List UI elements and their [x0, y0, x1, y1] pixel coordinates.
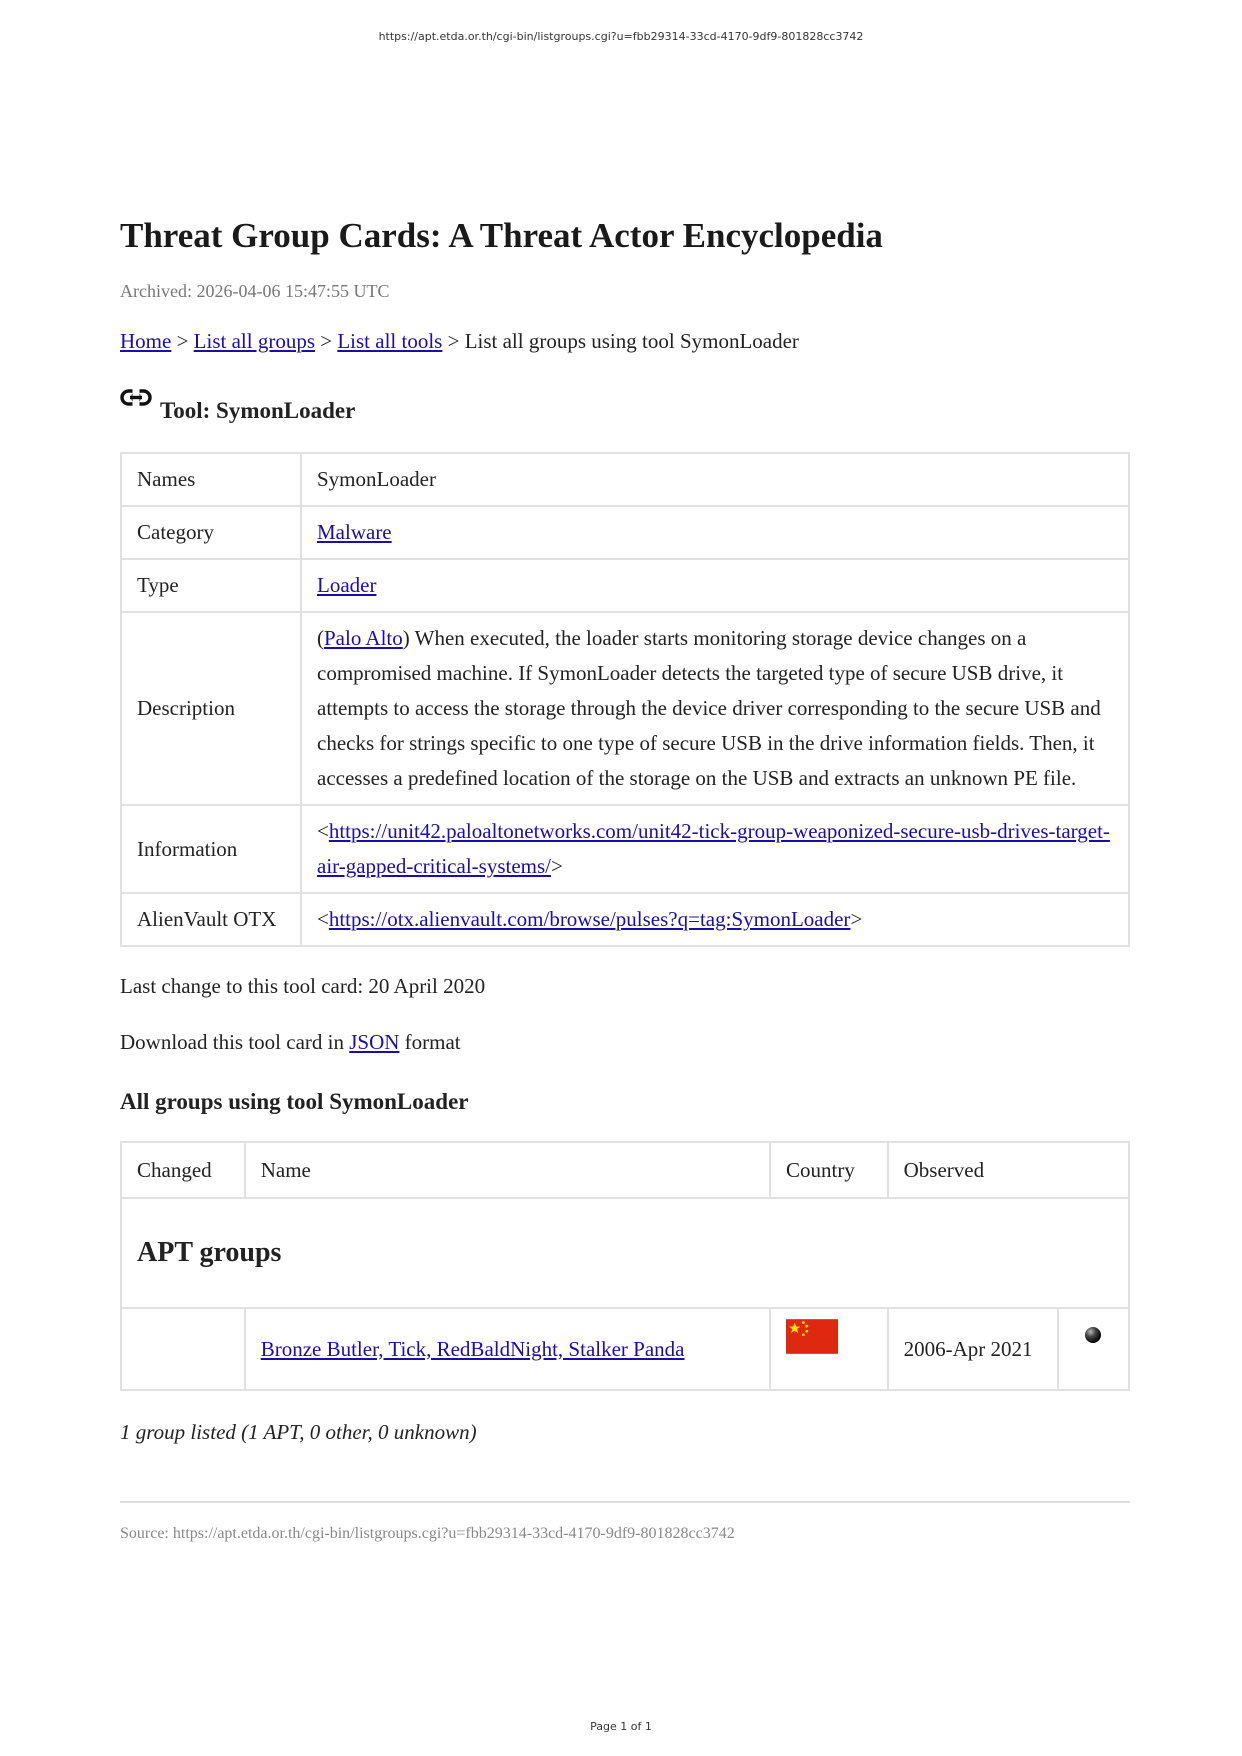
json-download-link[interactable]: JSON	[349, 1030, 400, 1054]
groups-table	[120, 1141, 1130, 1391]
tool-type-cell	[301, 559, 1129, 612]
breadcrumb-separator: >	[171, 329, 194, 353]
tool-description-row	[121, 612, 1129, 805]
otx-link[interactable]: https://otx.alienvault.com/browse/pulses?q=tag:SymonLoader	[328, 907, 851, 931]
tool-category-cell	[301, 506, 1129, 559]
tool-otx-label: AlienVault OTX	[121, 893, 301, 946]
breadcrumb-home-link[interactable]: Home	[120, 329, 172, 353]
section-row	[121, 1198, 1129, 1308]
tool-type-row	[121, 559, 1129, 612]
groups-summary: 1 group listed (1 APT, 0 other, 0 unknown)	[120, 1420, 477, 1444]
breadcrumb-separator: >	[442, 329, 465, 353]
tool-category-label: Category	[121, 506, 301, 559]
tool-names-value: SymonLoader	[301, 453, 1129, 506]
otx-gt: >	[850, 907, 863, 931]
download-line	[120, 1027, 1130, 1057]
tool-info-table	[120, 452, 1130, 947]
column-changed: Changed	[121, 1142, 245, 1198]
divider	[120, 1501, 1130, 1503]
tool-information-label: Information	[121, 805, 301, 893]
description-text: When executed, the loader starts monitoring storage device changes on a compromised machine. If SymonLoader detects the targeted type of secure USB drive, it attempts to access the storage through the device driver corresponding to the secure USB and checks for strings specific to one type of secure USB in the drive information fields. Then, it accesses a predefined location of the storage on the USB and extracts an unknown PE file.	[317, 626, 1101, 790]
tool-type-link[interactable]: Loader	[317, 573, 377, 597]
tool-title: Tool: SymonLoader	[160, 398, 356, 423]
description-source-link[interactable]: Palo Alto	[324, 626, 403, 650]
section-apt-groups: APT groups	[121, 1198, 1129, 1308]
download-before: Download this tool card in	[120, 1030, 350, 1054]
information-gt: >	[550, 854, 563, 878]
row-changed	[121, 1308, 245, 1390]
groups-header-row	[121, 1142, 1129, 1198]
page-number: Page 1 of 1	[590, 1720, 652, 1733]
china-flag-icon	[786, 1319, 838, 1354]
row-observed: 2006-Apr 2021	[888, 1308, 1058, 1390]
otx-lt: <	[317, 907, 329, 931]
breadcrumb-groups-link[interactable]: List all groups	[193, 329, 315, 353]
breadcrumb-separator: >	[315, 329, 338, 353]
column-observed: Observed	[888, 1142, 1129, 1198]
tool-category-link[interactable]: Malware	[317, 520, 392, 544]
column-name: Name	[245, 1142, 770, 1198]
description-close-paren: )	[402, 626, 410, 650]
row-status-cell	[1058, 1308, 1129, 1390]
row-country-cell	[770, 1308, 888, 1390]
page-content	[120, 212, 1130, 1545]
tool-type-label: Type	[121, 559, 301, 612]
table-row	[121, 1308, 1129, 1390]
archived-timestamp: Archived: 2026-04-06 15:47:55 UTC	[120, 281, 390, 301]
group-name-link[interactable]: Bronze Butler, Tick, RedBaldNight, Stalker Panda	[260, 1336, 685, 1361]
black-ball-icon	[1084, 1326, 1102, 1344]
information-lt: <	[317, 819, 329, 843]
column-country: Country	[770, 1142, 888, 1198]
tool-otx-row	[121, 893, 1129, 946]
last-change-text: Last change to this tool card: 20 April 2020	[120, 974, 486, 998]
row-name-cell	[245, 1308, 770, 1390]
tool-description-cell	[301, 612, 1129, 805]
tool-information-cell	[301, 805, 1129, 893]
tool-category-row	[121, 506, 1129, 559]
breadcrumb-tools-link[interactable]: List all tools	[337, 329, 443, 353]
download-after: format	[399, 1030, 461, 1054]
tool-information-row	[121, 805, 1129, 893]
tool-names-row	[121, 453, 1129, 506]
breadcrumb-current: List all groups using tool SymonLoader	[464, 329, 799, 353]
print-header-url: https://apt.etda.or.th/cgi-bin/listgroups.cgi?u=fbb29314-33cd-4170-9df9-801828cc3742	[378, 30, 864, 43]
information-link[interactable]: https://unit42.paloaltonetworks.com/unit42-tick-group-weaponized-secure-usb-drives-target-air-gapped-critical-systems/	[317, 819, 1110, 878]
tool-description-label: Description	[121, 612, 301, 805]
page-title: Threat Group Cards: A Threat Actor Encyclopedia	[120, 216, 883, 255]
groups-heading: All groups using tool SymonLoader	[120, 1089, 469, 1114]
description-open-paren: (	[317, 626, 324, 650]
tool-names-label: Names	[121, 453, 301, 506]
tool-heading	[120, 386, 1130, 426]
breadcrumb	[120, 326, 1130, 356]
link-icon	[120, 388, 152, 408]
tool-otx-cell	[301, 893, 1129, 946]
source-url: Source: https://apt.etda.or.th/cgi-bin/listgroups.cgi?u=fbb29314-33cd-4170-9df9-801828cc3742	[120, 1525, 735, 1542]
